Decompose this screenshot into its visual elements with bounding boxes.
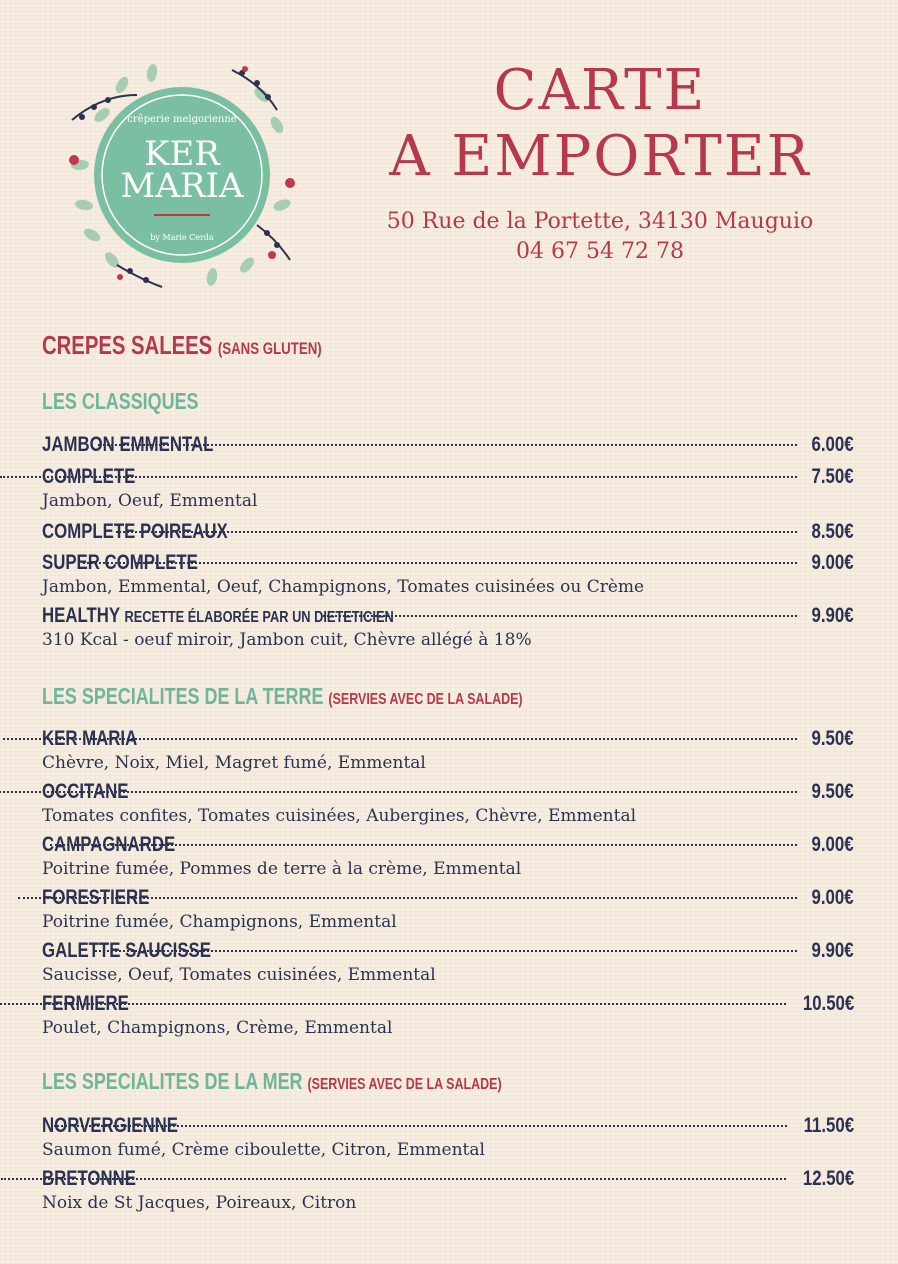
- address: 50 Rue de la Portette, 34130 Mauguio: [386, 209, 814, 234]
- item-description: Saumon fumé, Crème ciboulette, Citron, Emmental: [42, 1140, 485, 1160]
- item-price: 8.50€: [811, 520, 854, 543]
- item-name: FERMIERE: [42, 992, 129, 1015]
- menu-item: [42, 603, 854, 651]
- item-name: KER MARIA: [42, 727, 138, 750]
- menu-item: [42, 1166, 854, 1214]
- menu-item: [42, 726, 854, 774]
- subsection-title: LES CLASSIQUES: [42, 388, 199, 414]
- item-name-note: RECETTE ÉLABORÉE PAR UN DIETETICIEN: [124, 609, 394, 626]
- item-price: 9.90€: [811, 939, 854, 962]
- dot-leader: [116, 531, 798, 533]
- item-price: 9.00€: [811, 551, 854, 574]
- menu-item: [42, 550, 854, 598]
- logo-top-text: crêperie melgorienne: [127, 114, 237, 125]
- item-name: [42, 603, 394, 631]
- item-price: 6.00€: [811, 433, 854, 456]
- item-description: Poitrine fumée, Pommes de terre à la crème, Emmental: [42, 859, 522, 879]
- subsection-title: LES SPECIALITES DE LA TERRE: [42, 683, 324, 709]
- item-name: COMPLETE POIREAUX: [42, 520, 228, 543]
- dot-leader: [323, 615, 797, 617]
- item-price: 9.50€: [811, 727, 854, 750]
- section-title-crepes-salees: [42, 330, 322, 361]
- item-name: JAMBON EMMENTAL: [42, 433, 214, 456]
- item-name: OCCITANE: [42, 780, 129, 803]
- dot-leader: [50, 844, 797, 846]
- dot-leader: [54, 1125, 787, 1127]
- title-carte: CARTE: [493, 58, 707, 123]
- phone-number: 04 67 54 72 78: [516, 239, 684, 264]
- item-price: 9.50€: [811, 780, 854, 803]
- dot-leader: [78, 562, 797, 564]
- item-name: GALETTE SAUCISSE: [42, 939, 211, 962]
- menu-item: [42, 885, 854, 933]
- dot-leader: [0, 1003, 786, 1005]
- menu-item: [42, 779, 854, 827]
- menu-item: [42, 519, 854, 545]
- item-name: COMPLETE: [42, 465, 136, 488]
- item-price: 12.50€: [802, 1167, 854, 1190]
- logo-bottom-text: by Marie Cerda: [150, 233, 214, 242]
- item-price: 10.50€: [802, 992, 854, 1015]
- section-title-text: CREPES SALEES: [42, 330, 213, 360]
- subsection-note: (SERVIES AVEC DE LA SALADE): [307, 1076, 502, 1093]
- dot-leader: [95, 950, 798, 952]
- item-description: Jambon, Emmental, Oeuf, Champignons, Tomates cuisinées ou Crème: [42, 577, 645, 597]
- item-description: Chèvre, Noix, Miel, Magret fumé, Emmental: [42, 753, 426, 773]
- item-description: Jambon, Oeuf, Emmental: [42, 491, 258, 511]
- item-name: BRETONNE: [42, 1167, 136, 1190]
- dot-leader: [18, 897, 798, 899]
- subsection-mer: [42, 1068, 502, 1095]
- dot-leader: [1, 1178, 786, 1180]
- menu-item: [42, 464, 854, 512]
- item-price: 7.50€: [811, 465, 854, 488]
- item-price: 9.00€: [811, 833, 854, 856]
- subsection-classiques: [42, 388, 199, 415]
- menu-item: [42, 832, 854, 880]
- item-description: Poulet, Champignons, Crème, Emmental: [42, 1018, 393, 1038]
- item-description: Saucisse, Oeuf, Tomates cuisinées, Emmental: [42, 965, 436, 985]
- title-a-emporter: A EMPORTER: [389, 124, 811, 189]
- dot-leader: [0, 791, 797, 793]
- subsection-title: LES SPECIALITES DE LA MER: [42, 1068, 303, 1094]
- logo-line1: KER: [144, 134, 220, 174]
- section-title-note: (SANS GLUTEN): [217, 339, 322, 358]
- item-price: 9.90€: [811, 604, 854, 627]
- ker-maria-logo: [62, 55, 302, 295]
- logo-wreath-icon: [62, 55, 302, 295]
- logo-line2: MARIA: [120, 166, 244, 206]
- item-description: Tomates confites, Tomates cuisinées, Aubergines, Chèvre, Emmental: [42, 806, 637, 826]
- item-name-text: HEALTHY: [42, 604, 120, 627]
- menu-item: [42, 991, 854, 1039]
- item-name: SUPER COMPLETE: [42, 551, 198, 574]
- item-description: 310 Kcal - oeuf miroir, Jambon cuit, Chèvre allégé à 18%: [42, 630, 532, 650]
- item-description: Noix de St Jacques, Poireaux, Citron: [42, 1193, 357, 1213]
- dot-leader: [0, 476, 797, 478]
- item-price: 9.00€: [811, 886, 854, 909]
- item-name: FORESTIERE: [42, 886, 150, 909]
- subsection-terre: [42, 683, 523, 710]
- subsection-note: (SERVIES AVEC DE LA SALADE): [328, 691, 523, 708]
- dot-leader: [98, 444, 798, 446]
- item-name: CAMPAGNARDE: [42, 833, 176, 856]
- menu-item: [42, 1113, 854, 1161]
- menu-item: [42, 938, 854, 986]
- item-name: NORVERGIENNE: [42, 1114, 178, 1137]
- dot-leader: [3, 738, 798, 740]
- menu-item: [42, 432, 854, 458]
- item-price: 11.50€: [803, 1114, 854, 1137]
- item-description: Poitrine fumée, Champignons, Emmental: [42, 912, 397, 932]
